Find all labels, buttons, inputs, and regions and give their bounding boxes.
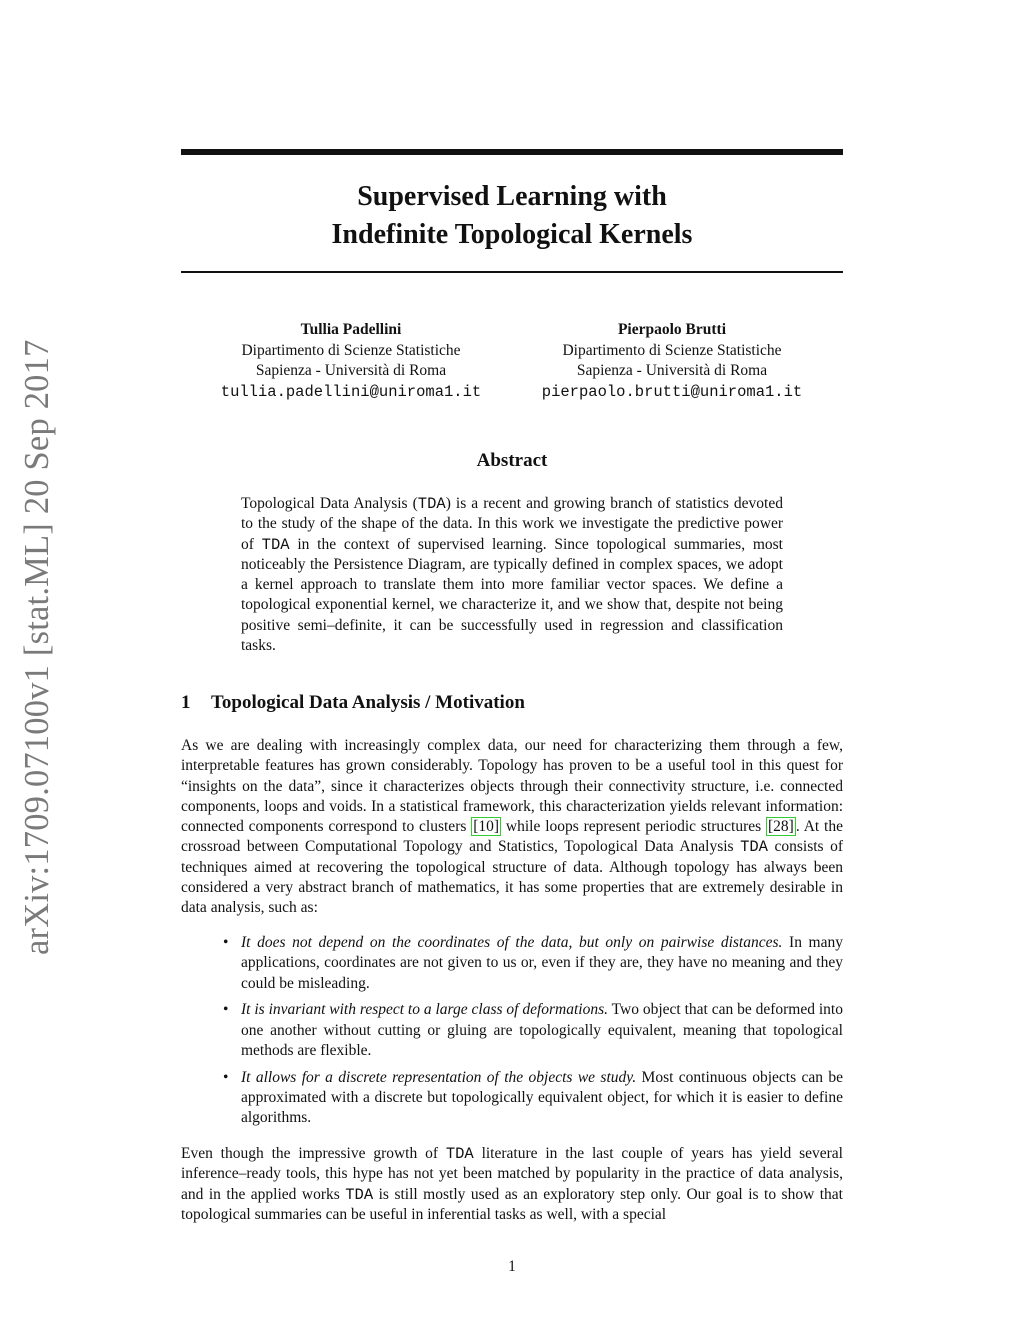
bullet-icon: • [223,1068,229,1086]
author-university: Sapienza - Università di Roma [255,362,447,379]
tda-code: TDA [261,535,290,554]
author-name: Tullia Padellini [300,321,402,338]
abstract-heading: Abstract [476,450,548,471]
paragraph-text: consists of techniques aimed at recovering the topological structure of data. Although topology has always been considered a very abstract branch of mathematics, it has some properties that are extremely desirable in data analysis, such as: [181,838,844,917]
list-item-italic: It does not depend on the coordinates of the data, but only on pairwise distances. [241,934,783,951]
paragraph-text: while loops represent periodic structures [501,818,767,836]
citation-link-10[interactable]: [10] [473,818,500,836]
author-university: Sapienza - Università di Roma [576,362,768,379]
list-item-italic: It allows for a discrete representation of the objects we study. [241,1068,637,1086]
list-item [181,1000,843,1061]
paragraph-text: is still mostly used as an exploratory step only. Our goal is to show that topological summaries can be useful in inferential tasks as well, with a special [181,1185,843,1223]
author-block-1 [191,320,511,402]
paper-title [181,178,843,254]
citation-link-28[interactable]: [28] [768,818,794,836]
bullet-icon: • [223,934,229,951]
list-item-text: Two object that can be deformed into one another without cutting or gluing are topologically equivalent, meaning that topological methods are flexible. [241,1001,843,1059]
author-email: tullia.padellini@uniroma1.it [220,382,482,401]
properties-list [181,933,843,1135]
abstract-text: in the context of supervised learning. Since topological summaries, most noticeably the Persistence Diagram, are typically defined in complex spaces, we adopt a kernel approach to translate them into more familiar vector spaces. We define a topological exponential kernel, we characterize it, and we show that, despite not being positive semi–definite, it can be successfully used in regression and classification tasks. [241,535,783,655]
author-block-2 [512,320,832,402]
title-top-rule [181,149,843,155]
author-department: Dipartimento di Scienze Statistiche [241,341,461,359]
paragraph-text: literature in the last couple of years has yield several inference–ready tools, this hype has not yet been matched by popularity in the practice of data analysis, and in the applied works [181,1145,843,1203]
page-number: 1 [508,1258,516,1275]
section-heading [181,692,525,714]
author-department: Dipartimento di Scienze Statistiche [562,341,782,359]
title-bottom-rule [181,271,843,273]
tda-code: TDA [740,838,768,857]
section-title: Topological Data Analysis / Motivation [211,692,525,713]
arxiv-side-stamp: arXiv:1709.07100v1 [stat.ML] 20 Sep 2017 [18,339,56,955]
tda-code: TDA [417,495,446,513]
list-item-text: In many applications, coordinates are not given to us or, even if they are, they have no meaning and they could be misleading. [241,934,843,992]
section-number: 1 [181,692,191,713]
bullet-icon: • [223,1001,229,1019]
list-item [181,933,843,994]
title-line-1: Supervised Learning with [357,181,667,212]
abstract-text: ) is a recent and growing branch of statistics devoted to the study of the shape of the data. In this work we investigate the predictive power of [241,495,783,553]
tda-code: TDA [445,1145,474,1163]
list-item-italic: It is invariant with respect to a large class of deformations. [241,1001,609,1019]
abstract-text: Topological Data Analysis ( [241,495,418,512]
paragraph-goal [181,1144,843,1225]
title-line-2: Indefinite Topological Kernels [331,219,693,250]
author-email: pierpaolo.brutti@uniroma1.it [541,382,803,401]
tda-code: TDA [345,1185,374,1204]
paragraph-text: As we are dealing with increasingly complex data, our need for characterizing them through a few, interpretable features has grown considerably. Topology has proven to be a useful tool in this quest for “insights on the data”, since it characterizes objects through their connectivity structure, i.e. connected components, loops and voids. In a statistical framework, this characterization yields relevant information: connected components correspond to clusters [181,737,843,836]
list-item-text: Most continuous objects can be approximated with a discrete but topologically equivalent object, for which it is easier to define algorithms. [241,1068,843,1127]
abstract-body [241,494,783,656]
paragraph-text: Even though the impressive growth of [181,1145,446,1162]
author-name: Pierpaolo Brutti [617,321,727,338]
list-item [181,1068,843,1129]
paragraph-intro [181,736,843,919]
paragraph-text: . At the crossroad between Computational Topology and Statistics, Topological Data Analysis [181,818,843,856]
